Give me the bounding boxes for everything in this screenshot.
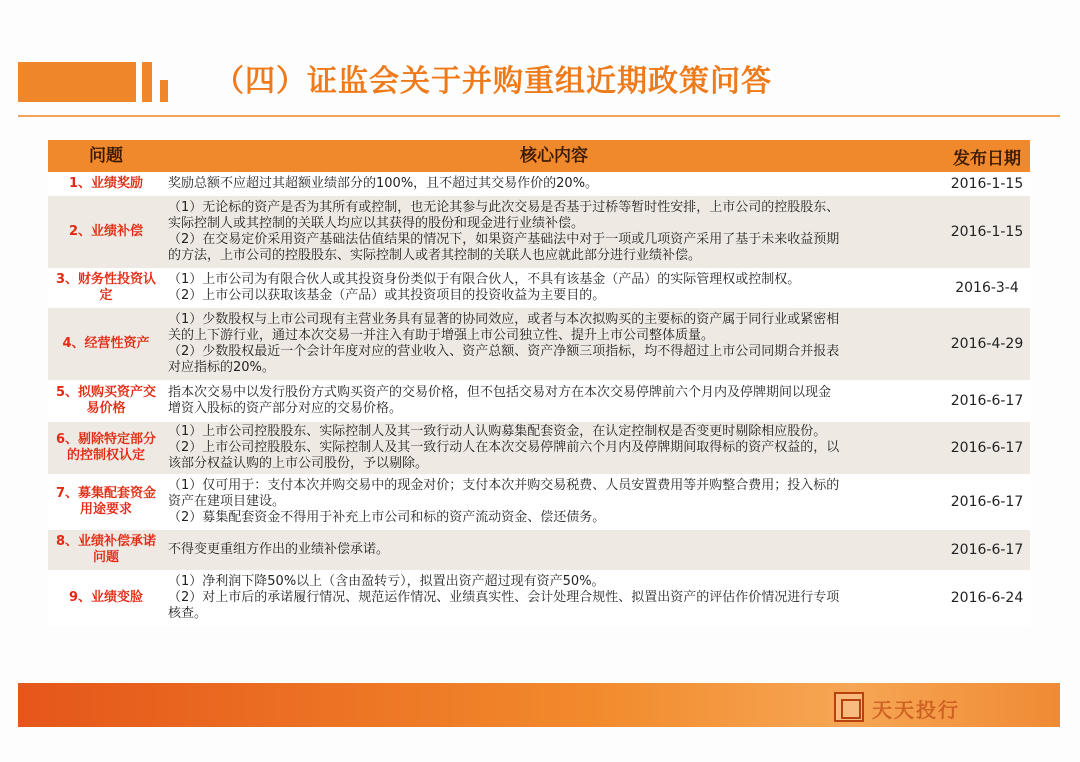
date-cell: 2016-3-4 <box>955 280 1019 296</box>
content-line: 对应指标的20%。 <box>168 360 275 375</box>
table-row <box>48 381 1030 422</box>
question-cell: 9、业绩变脸 <box>68 590 144 605</box>
content-line: （2）上市公司控股股东、实际控制人及其一致行动人在本次交易停牌前六个月内及停牌期间取得标的资产权益的，以 <box>168 440 840 455</box>
table-row <box>48 269 1030 308</box>
header-accent-bar <box>18 62 136 102</box>
content-cell <box>164 542 944 558</box>
content-line: （2）募集配套资金不得用于补充上市公司和标的资产流动资金、偿还债务。 <box>168 510 606 525</box>
table-row <box>48 475 1030 530</box>
date-cell: 2016-6-17 <box>950 494 1024 510</box>
date-cell: 2016-1-15 <box>950 176 1024 192</box>
question-cell: 7、募集配套资金用途要求 <box>55 486 157 517</box>
column-header-date: 发布日期 <box>953 148 1021 169</box>
table-row <box>48 308 1030 381</box>
content-cell <box>164 200 944 264</box>
content-line: （2）在交易定价采用资产基础法估值结果的情况下，如果资产基础法中对于一项或几项资产采用了基于未来收益预期 <box>168 232 840 247</box>
content-line: （1）少数股权与上市公司现有主营业务具有显著的协同效应，或者与本次拟购买的主要标的资产属于同行业或紧密相 <box>168 312 840 327</box>
table-header-row <box>48 140 1030 173</box>
date-cell: 2016-6-17 <box>950 393 1024 409</box>
content-line: （2）对上市后的承诺履行情况、规范运作情况、业绩真实性、会计处理合规性、拟置出资产的评估作价情况进行专项 <box>168 590 840 605</box>
question-cell: 2、业绩补偿 <box>68 224 144 239</box>
date-cell: 2016-6-17 <box>950 440 1024 456</box>
header-accent-bar-thin <box>142 62 152 102</box>
content-line: 核查。 <box>168 606 208 621</box>
content-cell <box>164 176 944 192</box>
question-cell: 8、业绩补偿承诺问题 <box>55 534 157 565</box>
content-line: 增资入股标的资产部分对应的交易价格。 <box>168 401 403 416</box>
content-line: 指本次交易中以发行股份方式购买资产的交易价格，但不包括交易对方在本次交易停牌前六个月内及停牌期间以现金 <box>168 385 832 400</box>
content-cell <box>164 312 944 376</box>
content-cell <box>164 272 944 304</box>
table-row <box>48 173 1030 196</box>
question-cell: 5、拟购买资产交易价格 <box>55 385 157 416</box>
footer-logo-text: 天天投行 <box>872 698 960 722</box>
policy-table <box>48 140 1030 626</box>
table-row <box>48 530 1030 571</box>
content-line: 的方法，上市公司的控股股东、实际控制人或者其控制的关联人也应就此部分进行业绩补偿。 <box>168 248 702 263</box>
header-accent-bar-short <box>160 80 168 102</box>
content-line: （1）净利润下降50%以上（含由盈转亏），拟置出资产超过现有资产50%。 <box>168 574 605 589</box>
table-body <box>48 173 1030 626</box>
content-cell <box>164 574 944 622</box>
content-cell <box>164 385 944 417</box>
content-line: （2）少数股权最近一个会计年度对应的营业收入、资产总额、资产净额三项指标，均不得超过上市公司同期合并报表 <box>168 344 840 359</box>
date-cell: 2016-6-17 <box>950 542 1024 558</box>
content-line: （1）无论标的资产是否为其所有或控制，也无论其参与此次交易是否基于过桥等暂时性安排，上市公司的控股股东、 <box>168 200 840 215</box>
date-cell: 2016-6-24 <box>950 590 1024 606</box>
table-row <box>48 196 1030 269</box>
content-line: （2）上市公司以获取该基金（产品）或其投资项目的投资收益为主要目的。 <box>168 288 606 303</box>
content-line: 实际控制人或其控制的关联人均应以其获得的股份和现金进行业绩补偿。 <box>168 216 585 231</box>
question-cell: 3、财务性投资认定 <box>55 272 157 303</box>
content-line: （1）仅可用于：支付本次并购交易中的现金对价；支付本次并购交易税费、人员安置费用等并购整合费用；投入标的 <box>168 478 840 493</box>
content-line: 奖励总额不应超过其超额业绩部分的100%，且不超过其交易作价的20%。 <box>168 176 599 191</box>
question-cell: 4、经营性资产 <box>62 336 150 351</box>
question-cell: 6、剔除特定部分的控制权认定 <box>55 432 157 463</box>
table-row <box>48 571 1030 626</box>
question-cell: 1、业绩奖励 <box>68 176 144 191</box>
date-cell: 2016-1-15 <box>950 224 1024 240</box>
column-header-content: 核心内容 <box>520 146 588 166</box>
content-line: 该部分权益认购的上市公司股份，予以剔除。 <box>168 456 429 471</box>
content-line: （1）上市公司控股股东、实际控制人及其一致行动人认购募集配套资金，在认定控制权是否变更时剔除相应股份。 <box>168 424 827 439</box>
column-header-question: 问题 <box>89 146 123 166</box>
date-cell: 2016-4-29 <box>950 336 1024 352</box>
header-divider <box>18 115 1060 117</box>
table-row <box>48 422 1030 475</box>
content-line: 资产在建项目建设。 <box>168 494 286 509</box>
content-line: 关的上下游行业，通过本次交易一并注入有助于增强上市公司独立性、提升上市公司整体质量。 <box>168 328 715 343</box>
content-cell <box>164 424 944 472</box>
content-cell <box>164 478 944 526</box>
page-title: （四）证监会关于并购重组近期政策问答 <box>214 64 772 99</box>
content-line: 不得变更重组方作出的业绩补偿承诺。 <box>168 542 390 557</box>
logo-seal-icon <box>834 692 864 722</box>
content-line: （1）上市公司为有限合伙人或其投资身份类似于有限合伙人，不具有该基金（产品）的实际管理权或控制权。 <box>168 272 801 287</box>
